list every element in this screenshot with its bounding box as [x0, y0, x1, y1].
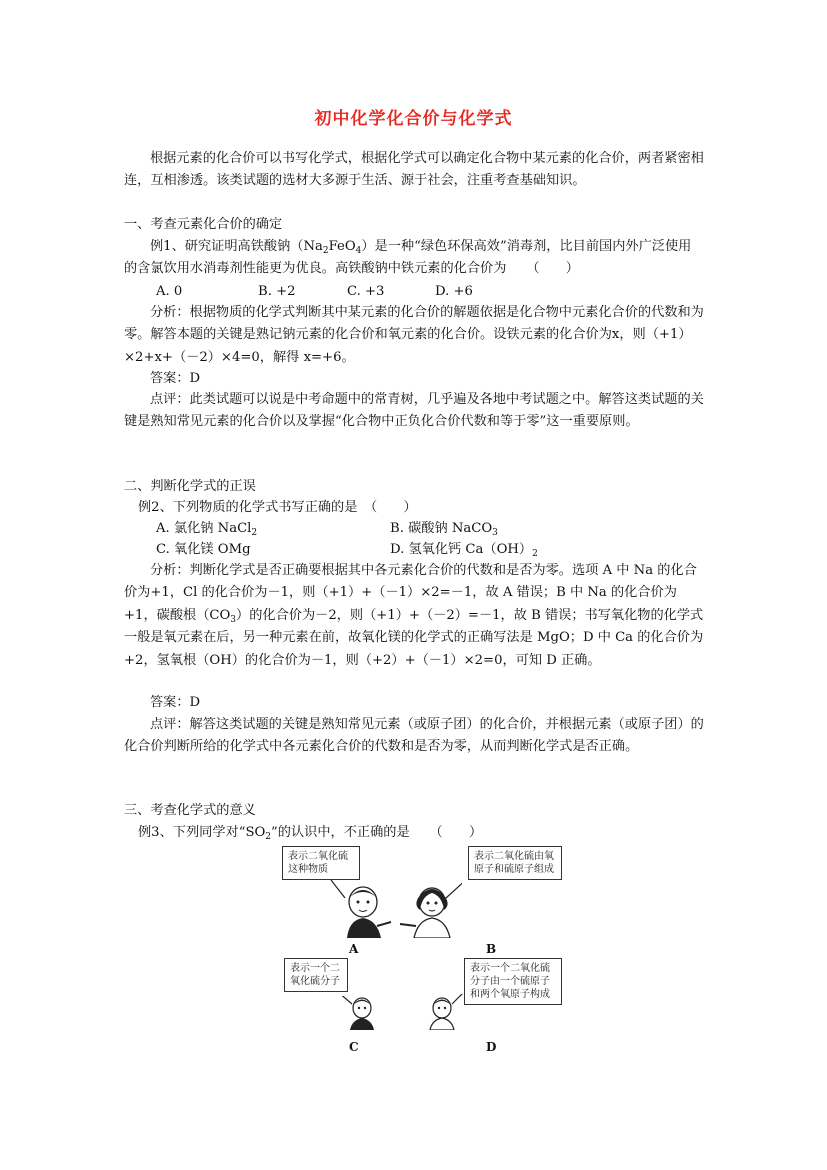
label-b: B: [486, 942, 497, 956]
section-2-heading: 二、判断化学式的正误: [124, 479, 256, 494]
example-1-option-c: C. +3: [347, 284, 385, 299]
label-a: A: [349, 942, 359, 956]
student-c-figure: [338, 996, 384, 1030]
example-1-analysis: 分析：根据物质的化学式判断其中某元素的化合价的解题依据是化合物中元素化合价的代数和为零。解答本题的关键是熟记钠元素的化合价和氧元素的化合价。设铁元素的化合价为x，则（+1）×2+x+（－2）×4=0，解得 x=+6。: [124, 305, 704, 365]
example-2-comment: 点评：解答这类试题的关键是熟知常见元素（或原子团）的化合价，并根据元素（或原子团）的化合价判断所给的化学式中各元素化合价的代数和是否为零，从而判断化学式是否正确。: [124, 717, 704, 755]
example-1-option-b: B. +2: [258, 284, 296, 299]
student-a-figure: [325, 880, 395, 938]
example-1-question: 例1、研究证明高铁酸钠$(Na_2FeO_4)$是一种“绿色环保高效”消毒剂，比目前国内外广泛使用的含氯饮用水消毒剂性能更为优良。高铁酸钠中铁元素的化合价为 （ ）: [124, 239, 692, 277]
label-c: C: [349, 1040, 359, 1054]
section-3-heading: 三、考查化学式的意义: [124, 803, 256, 818]
example-3-question: 例3、下列同学对“$SO_2$”的认识中，不正确的是 （ ）: [138, 825, 483, 842]
example-2-option-a: A. 氯化钠 NaCl$_2$: [156, 521, 258, 538]
section-1-heading: 一、考查元素化合价的确定: [124, 217, 283, 232]
speech-bubble-b: 表示二氧化硫由氧原子和硫原子组成: [468, 846, 562, 880]
example-2-option-b: B. 碳酸钠 NaCO$_3$: [390, 521, 498, 538]
example-2-question: 例2、下列物质的化学式书写正确的是 （ ）: [138, 500, 417, 515]
speech-bubble-a: 表示二氧化硫这种物质: [282, 846, 360, 880]
example-2-answer: 答案：D: [150, 695, 201, 710]
example-2-option-d: D. 氢氧化钙 $Ca(OH)_2$: [390, 542, 538, 559]
speech-bubble-d: 表示一个二氧化硫分子由一个硫原子和两个氧原子构成: [464, 958, 562, 1005]
document-title: 初中化学化合价与化学式: [314, 109, 513, 129]
speech-bubble-c: 表示一个二氧化硫分子: [284, 958, 348, 992]
label-d: D: [486, 1040, 497, 1054]
student-d-figure: [422, 994, 468, 1030]
example-1-option-a: A. 0: [156, 284, 183, 299]
student-b-figure: [398, 880, 462, 938]
example-1-comment: 点评：此类试题可以说是中考命题中的常青树，几乎遍及各地中考试题之中。解答这类试题的关键是熟知常见元素的化合价以及掌握“化合物中正负化合价代数和等于零”这一重要原则。: [124, 392, 704, 430]
example-2-analysis: 分析：判断化学式是否正确要根据其中各元素化合价的代数和是否为零。选项 A 中 Na 的化合价为+1，Cl 的化合价为－1，则（+1）+（－1）×2=－1，故 A 错误；B 中 Na 的化合价为+1，碳酸根$(CO_3)$的化合价为－2，则（+1）+（－2）=－1，故 B 错误；书写氧化物的化学式一般是氧元素在后，另一种元素在前，故氧化镁的化学式的正确写法是 MgO；D 中 Ca 的化合价为+2，氢氧根（OH）的化合价为－1，则（+2）+（－1）×2=0，可知 D 正确。: [124, 563, 704, 668]
example-2-option-c: C. 氧化镁 OMg: [156, 542, 251, 557]
intro-paragraph: 根据元素的化合价可以书写化学式，根据化学式可以确定化合物中某元素的化合价，两者紧密相连，互相渗透。该类试题的选材大多源于生活、源于社会，注重考查基础知识。: [124, 151, 704, 189]
example-1-option-d: D. +6: [435, 284, 473, 299]
example-1-answer: 答案：D: [150, 371, 201, 386]
